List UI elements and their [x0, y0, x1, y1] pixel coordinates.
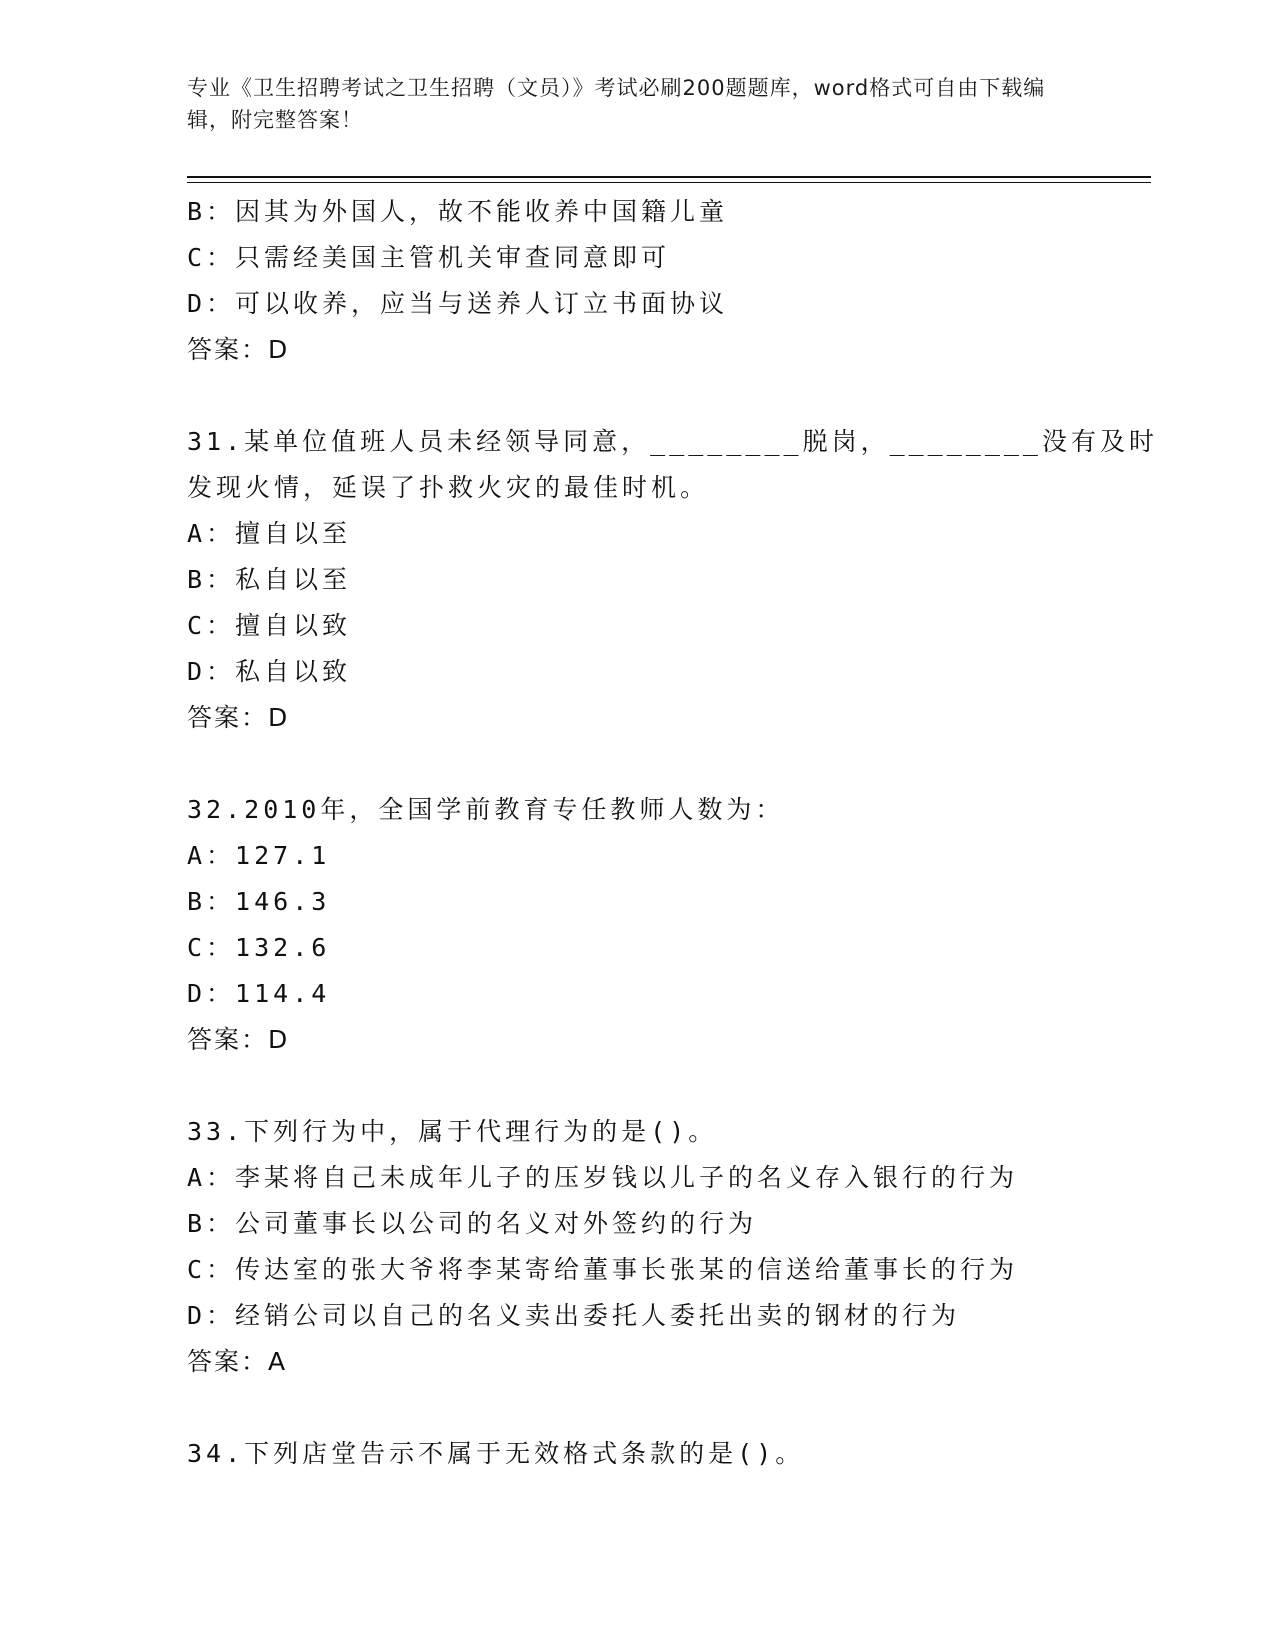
q31-option-b: B：私自以至	[187, 565, 352, 594]
q32-option-b: B：146.3	[187, 887, 331, 916]
q32-stem: 32.2010年，全国学前教育专任教师人数为：	[187, 795, 785, 824]
q31-stem-line2: 发现火情，延误了扑救火灾的最佳时机。	[187, 473, 710, 502]
q32-option-a: A：127.1	[187, 841, 331, 870]
q32-option-d: D：114.4	[187, 979, 331, 1008]
spacer	[187, 1063, 1117, 1109]
q33-option-c: C：传达室的张大爷将李某寄给董事长张某的信送给董事长的行为	[187, 1255, 1019, 1284]
q33-option-d: D：经销公司以自己的名义卖出委托人委托出卖的钢材的行为	[187, 1301, 961, 1330]
q31-answer: 答案：D	[187, 703, 290, 732]
q31-stem-line1: 31.某单位值班人员未经领导同意，________脱岗，________没有及时	[187, 427, 1158, 456]
spacer	[187, 741, 1117, 787]
q31-option-a: A：擅自以至	[187, 519, 352, 548]
q32-option-c: C：132.6	[187, 933, 331, 962]
spacer	[187, 373, 1117, 419]
header-rule-thin	[187, 182, 1151, 183]
q33-answer: 答案：A	[187, 1347, 288, 1376]
q34-stem: 34.下列店堂告示不属于无效格式条款的是()。	[187, 1439, 805, 1468]
q30-option-c: C：只需经美国主管机关审查同意即可	[187, 243, 671, 272]
question-content	[187, 189, 1158, 1477]
header-rule-thick	[187, 176, 1151, 178]
q30-option-b: B：因其为外国人，故不能收养中国籍儿童	[187, 197, 729, 226]
q33-option-a: A：李某将自己未成年儿子的压岁钱以儿子的名义存入银行的行为	[187, 1163, 1019, 1192]
q31-option-d: D：私自以致	[187, 657, 352, 686]
q33-stem: 33.下列行为中，属于代理行为的是()。	[187, 1117, 718, 1146]
page-header: 专业《卫生招聘考试之卫生招聘（文员）》考试必刷200题题库，word格式可自由下载编辑，附完整答案！	[187, 76, 1046, 132]
q30-answer: 答案：D	[187, 335, 290, 364]
q31-option-c: C：擅自以致	[187, 611, 352, 640]
q33-option-b: B：公司董事长以公司的名义对外签约的行为	[187, 1209, 758, 1238]
q30-option-d: D：可以收养，应当与送养人订立书面协议	[187, 289, 729, 318]
spacer	[187, 1385, 1117, 1431]
q32-answer: 答案：D	[187, 1025, 290, 1054]
